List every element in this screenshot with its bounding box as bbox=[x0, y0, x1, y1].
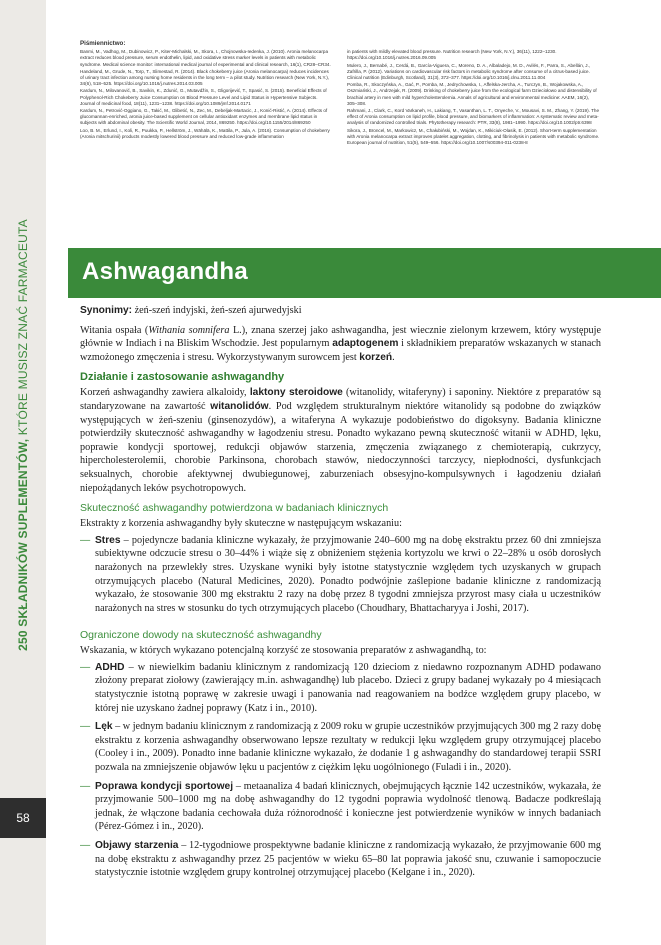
page-title: Ashwagandha bbox=[82, 258, 248, 285]
subsection-heading: Ograniczone dowody na skuteczność ashwagandhy bbox=[80, 629, 322, 642]
synonyms-label: Synonimy: bbox=[80, 305, 133, 316]
intro-keyword: korzeń bbox=[359, 351, 393, 363]
dash-marker: — bbox=[80, 840, 91, 851]
item-label: Poprawa kondycji sportowej bbox=[95, 780, 234, 792]
item-text: – w niewielkim badaniu klinicznym z randomizacją 120 dzieciom z niedawno rozpoznanym ADHD podawano złożony preparat ziołowy (zawierający m.in. ashwagandhę) lub placebo. Dzieci z grupy badanej wykazały po 4 miesiącach statystycznie istotną poprawę w zakresie uwagi i panowania nad reagowaniem na bodźce względem grupy placebo, w której nie uzyskano żadnej poprawy (Katz i in., 2010). bbox=[95, 661, 601, 714]
sidebar bbox=[0, 0, 46, 945]
subsection-intro: Ekstrakty z korzenia ashwagandhy były skuteczne w następującym wskazaniu: bbox=[80, 518, 402, 530]
references-right-column bbox=[347, 49, 600, 147]
intro-paragraph bbox=[80, 324, 601, 365]
references bbox=[80, 41, 600, 147]
reference-item: in patients with mildly elevated blood pressure. Nutrition research (New York, N.Y.), 36(11), 1222–1230. https://doi.org/10.1016/j.nutres.2016.09.005 bbox=[347, 49, 557, 61]
reference-item: Banmi, M., Vadhog, M., Dubinowicz, P., Kiter-Michalski, M., Skora, I., Chojnowska-Iedenka, J. (2010). Aronia melanocarpa extract reduces blood pressure, serum endothelin, lipid, and oxidative stress marker levels in patients with metabolic syndrome. Medical science monitor: international medical journal of experimental and clinical research, 16(1), CR28–CR34. bbox=[80, 49, 331, 67]
subsection-heading: Skuteczność ashwagandhy potwierdzona w badaniach klinicznych bbox=[80, 502, 389, 515]
para-text: . Pod względem strukturalnym niektóre witanolidy są podobne do związków występujących w żeń-szeniu (ginsenozydów), a witaferyna A wykazuje podobieństwo do digoksyny. Badania kliniczne potwierdziły skuteczność ashwagandhy w łagodzeniu stresu. Ponadto wykazano pewną skuteczność witanii w ADHD, lęku, poprawie kondycji sportowej, redukcji objawów starzenia, zmęczenia związanego z chemioterapią, cukrzycy, hipercholesterolemii, chorobie Parkinsona, chorobach stawów, niedoczynności tarczycy, niepłodności, dysfunkcjach seksualnych, chorobie afektywnej dwubiegunowej, zaburzeniach obsesyjno-kompulsywnych i łagodzeniu działań niepożądanych leków psychotropowych. bbox=[80, 400, 601, 494]
para-keyword: witanolidów bbox=[210, 400, 269, 412]
reference-item: Loo, B. M., Erlund, I., Koli, R., Puukka, P., Hellström, J., Wähälä, K., Mattila, P., Jula, A. (2016). Consumption of chokeberry (Aronia mitschurinii) products modestly lowered blood pressure and reduced low-grade inflammation bbox=[80, 127, 330, 139]
dash-marker: — bbox=[80, 534, 91, 546]
list-item bbox=[80, 780, 601, 834]
subsection-intro: Wskazania, w których wykazano potencjalną korzyść ze stosowania preparatów z ashwagandhą, to: bbox=[80, 645, 487, 657]
intro-keyword: adaptogenem bbox=[332, 338, 399, 350]
item-text: – metaanaliza 4 badań klinicznych, obejmujących łącznie 142 uczestników, wykazała, że przyjmowanie 500–1000 mg na dobę ashwagandhy do 12 tygodni poprawia wydolność tlenową. Badacze podkreślają jednak, że włączone badania cechowała duża różnorodność i konieczne jest potwierdzenie wyników w innych badaniach (Pérez-Gómez i in., 2020). bbox=[95, 780, 601, 833]
item-label: Lęk bbox=[95, 721, 113, 733]
item-text: – 12-tygodniowe prospektywne badanie kliniczne z randomizacją wykazało, że przyjmowanie 600 mg na dobę ekstraktu z ashwagandhy przez 25 pacjentów w wieku 65–80 lat poprawia jakość snu, czuwanie i samopoczucie statystycznie istotnie względem grupy kontrolnej otrzymującej placebo (Kelgane i in., 2020). bbox=[95, 840, 601, 879]
sidebar-title-bold: 250 SKŁADNIKÓW SUPLEMENTÓW, bbox=[16, 438, 30, 651]
synonyms-text: żeń-szeń indyjski, żeń-szeń ajurwedyjski bbox=[132, 305, 302, 316]
list-item bbox=[80, 661, 601, 715]
intro-text: Witania ospała ( bbox=[80, 324, 149, 336]
list-item bbox=[80, 534, 601, 616]
reference-item: Kardum, N., Petrović-Oggiano, G., Takić, M., Glibetić, N., Zec, M., Debeljak-Martacic, J., Konić-Ristić, A. (2014). Effects of glucomannan-enriched, aronia juice-based supplement on cellular antioxidant enzymes and membrane lipid status in subjects with abdominal obesity. The Scientific World Journal, 2014, 869250. https://doi.org/10.1155/2014/869250 bbox=[80, 108, 328, 126]
reference-item: Handeland, M., Grude, N., Torp, T., Slimestad, R. (2014). Black chokeberry juice (Aronia melanocarpa) reduces incidences of urinary tract infection among nursing home residents in the long term – a pilot study. Nutrition research (New York, N.Y.), 34(6), 518–525. https://doi.org/10.1016/j.nutres.2014.03.005 bbox=[80, 68, 330, 87]
para-keyword: laktony steroidowe bbox=[249, 387, 343, 399]
para-text: Korzeń ashwagandhy zawiera alkaloidy, bbox=[80, 387, 250, 399]
main-content bbox=[80, 304, 601, 885]
references-left-column bbox=[80, 49, 333, 147]
dash-marker: — bbox=[80, 721, 91, 733]
item-label: ADHD bbox=[95, 661, 125, 673]
item-text: – pojedyncze badania kliniczne wykazały, że przyjmowanie 240–600 mg na dobę ekstraktu przez 60 dni zmniejsza subiektywne odczucie stresu o 30–44% i wiąże się z obniżeniem stężenia kortyzolu we krwi o 22–28% u osób dorosłych narażonych na przewlekły stres. Uzyskane wyniki były istotne statystycznie względem tych uzyskanych w grupach otrzymujących placebo (Natural Medicines, 2020). Ponadto podwójnie zaślepione badanie kliniczne z randomizacją wykazało, że stosowanie 300 mg ekstraktu 2 razy na dobę przez 8 tygodni zmniejsza przyrost masy ciała u uczestników narażonych na stres w stosunku do tych otrzymujących placebo (Choudhary, Bhattacharyya i Joshi, 2017). bbox=[95, 534, 601, 614]
section-paragraph bbox=[80, 386, 601, 495]
item-text: – w jednym badaniu klinicznym z randomizacją z 2009 roku w grupie uczestników przyjmujących 300 mg 2 razy dobę ekstraktu z korzenia ashwagandhy obserwowano lepsze rezultaty w redukcji lęku względem grupy otrzymującej placebo (Cooley i in., 2009). Ponadto inne badanie kliniczne wykazało, że dodanie 1 g ashwagandhy do standardowej terapii SSRI pozwala na zmniejszenie objawów lęku u pacjentów z ciężkim lęku uogólnionego (Fuladi i in., 2020). bbox=[95, 721, 601, 774]
item-label: Objawy starzenia bbox=[95, 840, 179, 851]
section-heading: Działanie i zastosowanie ashwagandhy bbox=[80, 371, 285, 384]
intro-text: i składnikiem preparatów wskazanych w stanach wzmożonego zmęczenia i stresu. Wykorzystywanym surowcem jest bbox=[80, 338, 601, 363]
sidebar-title-rest: KTÓRE MUSISZ ZNAĆ FARMACEUTA bbox=[16, 218, 30, 439]
synonyms bbox=[80, 304, 601, 318]
list-item bbox=[80, 720, 601, 774]
latin-name: Withania somnifera bbox=[148, 324, 230, 336]
reference-item: Kardum, N., Milovanović, B., Savikin, K., Zdunić, G., Mutavdžin, S., Gligorijević, T., Spasić, S. (2015). Beneficial Effects of Polyphenol-Rich Chokeberry Juice Consumption on Blood Pressure Level and Lipid Status in Hypertensive Subjects. Journal of medicinal food, 18(11), 1231–1238. https://doi.org/10.1089/jmf.2014.0171 bbox=[80, 88, 327, 106]
reference-item: Mulero, J., Bernabé, J., Cerdá, B., García-Viguera, C., Moreno, D. A., Albaladejo, M. D., Avilés, F., Parra, S., Abellán, J., Zafrilla, P. (2012). Variations on cardiovascular risk factors in metabolic syndrome after consume of a citrus-based juice. Clinical nutrition (Edinburgh, Scotland), 31(3), 372–377. https://doi.org/10.1016/j.clnu.2011.11.004 bbox=[347, 62, 591, 81]
section-banner bbox=[68, 248, 661, 298]
reference-item: Pomba, R., Skoczyńska, A., Gać, P., Pomba, M., Jedrychowska, I., Affelska-Jercha, A., Turczyn, B., Wojakowska, A., Oszmiański, J., Andrzejak, R. (2009). Drinking of chokeberry juice from the ecological farm Dzieciołowo and distensibility of brachial artery in men with mild hypercholesterolemia. Annals of agricultural and environmental medicine: AAEM, 16(2), 305–308. bbox=[347, 82, 597, 106]
intro-text: L.), znana szerzej jako ashwagandha, jest wiecznie zielonym krzewem, który występuje głównie w Indiach i na Bliskim Wschodzie. Jest popularnym bbox=[80, 324, 601, 350]
dash-marker: — bbox=[80, 661, 91, 673]
para-text: (witanolidy, witaferyny) i saponiny. Niektóre z preparatów są standaryzowane na zawartość bbox=[80, 387, 601, 412]
list-item bbox=[80, 839, 601, 880]
references-title: Piśmiennictwo: bbox=[80, 40, 126, 47]
intro-text: . bbox=[392, 351, 395, 363]
dash-marker: — bbox=[80, 780, 91, 792]
reference-item: Rahmani, J., Clark, C., Kord Varkaneh, H., Lakiang, T., Vasanthan, L. T., Onyeche, V., Mousavi, S. M., Zhang, Y. (2019). The effect of Aronia consumption on lipid profile, blood pressure, and biomarkers of inflammation: A systematic review and meta-analysis of randomized controlled trials. Phytotherapy research: PTR, 33(8), 1981–1990. https://doi.org/10.1002/ptr.6398 bbox=[347, 108, 600, 126]
reference-item: Sikora, J., Broncel, M., Markowicz, M., Chałubiński, M., Wojdan, K., Mikiciuk-Olasik, E. (2012). Short-term supplementation with Aronia melanocarpa extract improves platelet aggregation, clotting, and fibrinolysis in patients with metabolic syndrome. European journal of nutrition, 51(5), 549–556. https://doi.org/10.1007/s00394-011-0238-8 bbox=[347, 127, 600, 146]
page-number: 58 bbox=[0, 798, 46, 838]
item-label: Stres bbox=[95, 534, 121, 546]
